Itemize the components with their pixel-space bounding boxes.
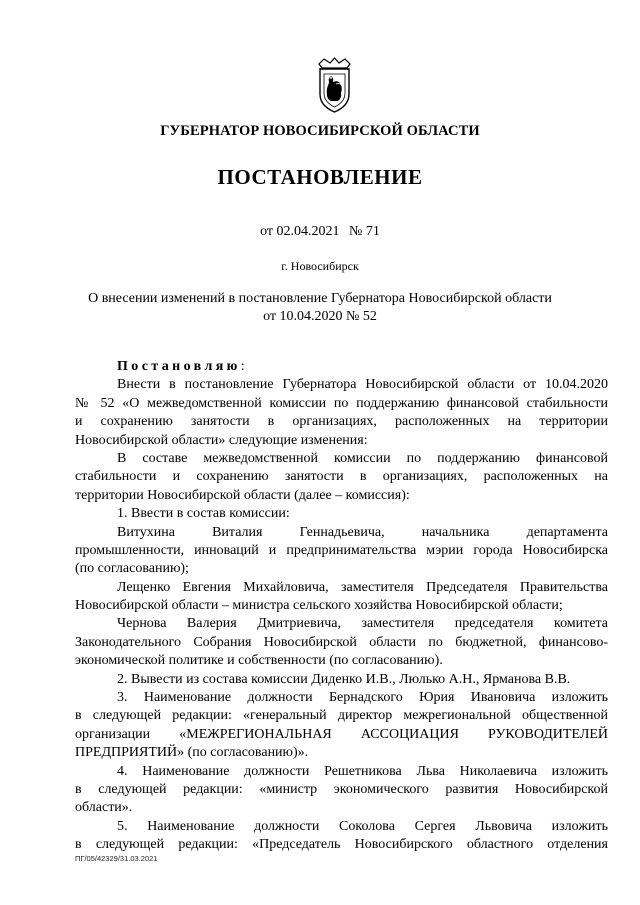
coat-of-arms-icon <box>316 56 353 114</box>
body-line: Витухина Виталия Геннадьевича, начальника департамента <box>117 524 608 540</box>
body-line: Законодательного Собрания Новосибирской области по бюджетной, финансово- <box>75 634 608 650</box>
document-number: № 71 <box>349 224 380 239</box>
body-line: и сохранению занятости в организациях, расположенных на территории <box>75 414 608 430</box>
body-line: организации «МЕЖРЕГИОНАЛЬНАЯ АССОЦИАЦИЯ РУКОВОДИТЕЛЕЙ <box>75 726 608 742</box>
body-line: 3. Наименование должности Бернадского Юрия Ивановича изложить <box>117 690 608 706</box>
body-line: в следующей редакции: «министр экономического развития Новосибирской <box>75 781 608 797</box>
body-line: в следующей редакции: «генеральный директор межрегиональной общественной <box>75 708 608 724</box>
footer-code: ПГ/05/42329/31.03.2021 <box>75 854 158 863</box>
body-line: в следующей редакции: «Председатель Новосибирского областного отделения <box>75 837 608 853</box>
body-line: Новосибирской области» следующие изменения: <box>75 432 368 448</box>
body-line: экономической политике и собственности (по согласованию). <box>75 653 443 669</box>
body-line: 5. Наименование должности Соколова Сергея Львовича изложить <box>117 818 608 834</box>
body-line: Лещенко Евгения Михайловича, заместителя Председателя Правительства <box>117 579 608 595</box>
body-line: Чернова Валерия Дмитриевича, заместителя председателя комитета <box>117 616 608 632</box>
body-line: области». <box>75 800 133 816</box>
body-line: территории Новосибирской области (далее – комиссия): <box>75 487 410 503</box>
document-subject <box>0 290 640 326</box>
document-body <box>75 358 608 855</box>
body-line: Новосибирской области – министра сельского хозяйства Новосибирской области; <box>75 598 563 614</box>
body-line: стабильности и сохранению занятости в организациях, расположенных на <box>75 469 608 485</box>
resolve-heading <box>75 358 608 376</box>
city: г. Новосибирск <box>281 259 359 273</box>
body-line: Внести в постановление Губернатора Новосибирской области от 10.04.2020 <box>117 377 608 393</box>
body-line: (по согласованию); <box>75 561 189 577</box>
resolve-colon: : <box>240 359 245 374</box>
date-number-line <box>0 224 640 240</box>
body-line: промышленности, инноваций и предпринимательства мэрии города Новосибирска <box>75 542 608 558</box>
body-line: ПРЕДПРИЯТИЙ» (по согласованию)». <box>75 745 309 761</box>
document-type: ПОСТАНОВЛЕНИЕ <box>217 165 423 189</box>
body-line: 1. Ввести в состав комиссии: <box>117 506 290 522</box>
authority-title: ГУБЕРНАТОР НОВОСИБИРСКОЙ ОБЛАСТИ <box>160 123 480 139</box>
document-date: от 02.04.2021 <box>260 224 340 239</box>
body-line: 4. Наименование должности Решетникова Льва Николаевича изложить <box>117 763 608 779</box>
body-line: В составе межведомственной комиссии по поддержанию финансовой <box>117 450 608 466</box>
subject-line-2: от 10.04.2020 № 52 <box>263 309 377 324</box>
body-line: № 52 «О межведомственной комиссии по поддержанию финансовой стабильности <box>75 395 608 411</box>
resolve-word: Постановляю <box>117 359 241 374</box>
subject-line-1: О внесении изменений в постановление Губернатора Новосибирской области <box>88 291 552 306</box>
body-line: 2. Вывести из состава комиссии Диденко И.В., Люлько А.Н., Ярманова В.В. <box>117 671 571 687</box>
